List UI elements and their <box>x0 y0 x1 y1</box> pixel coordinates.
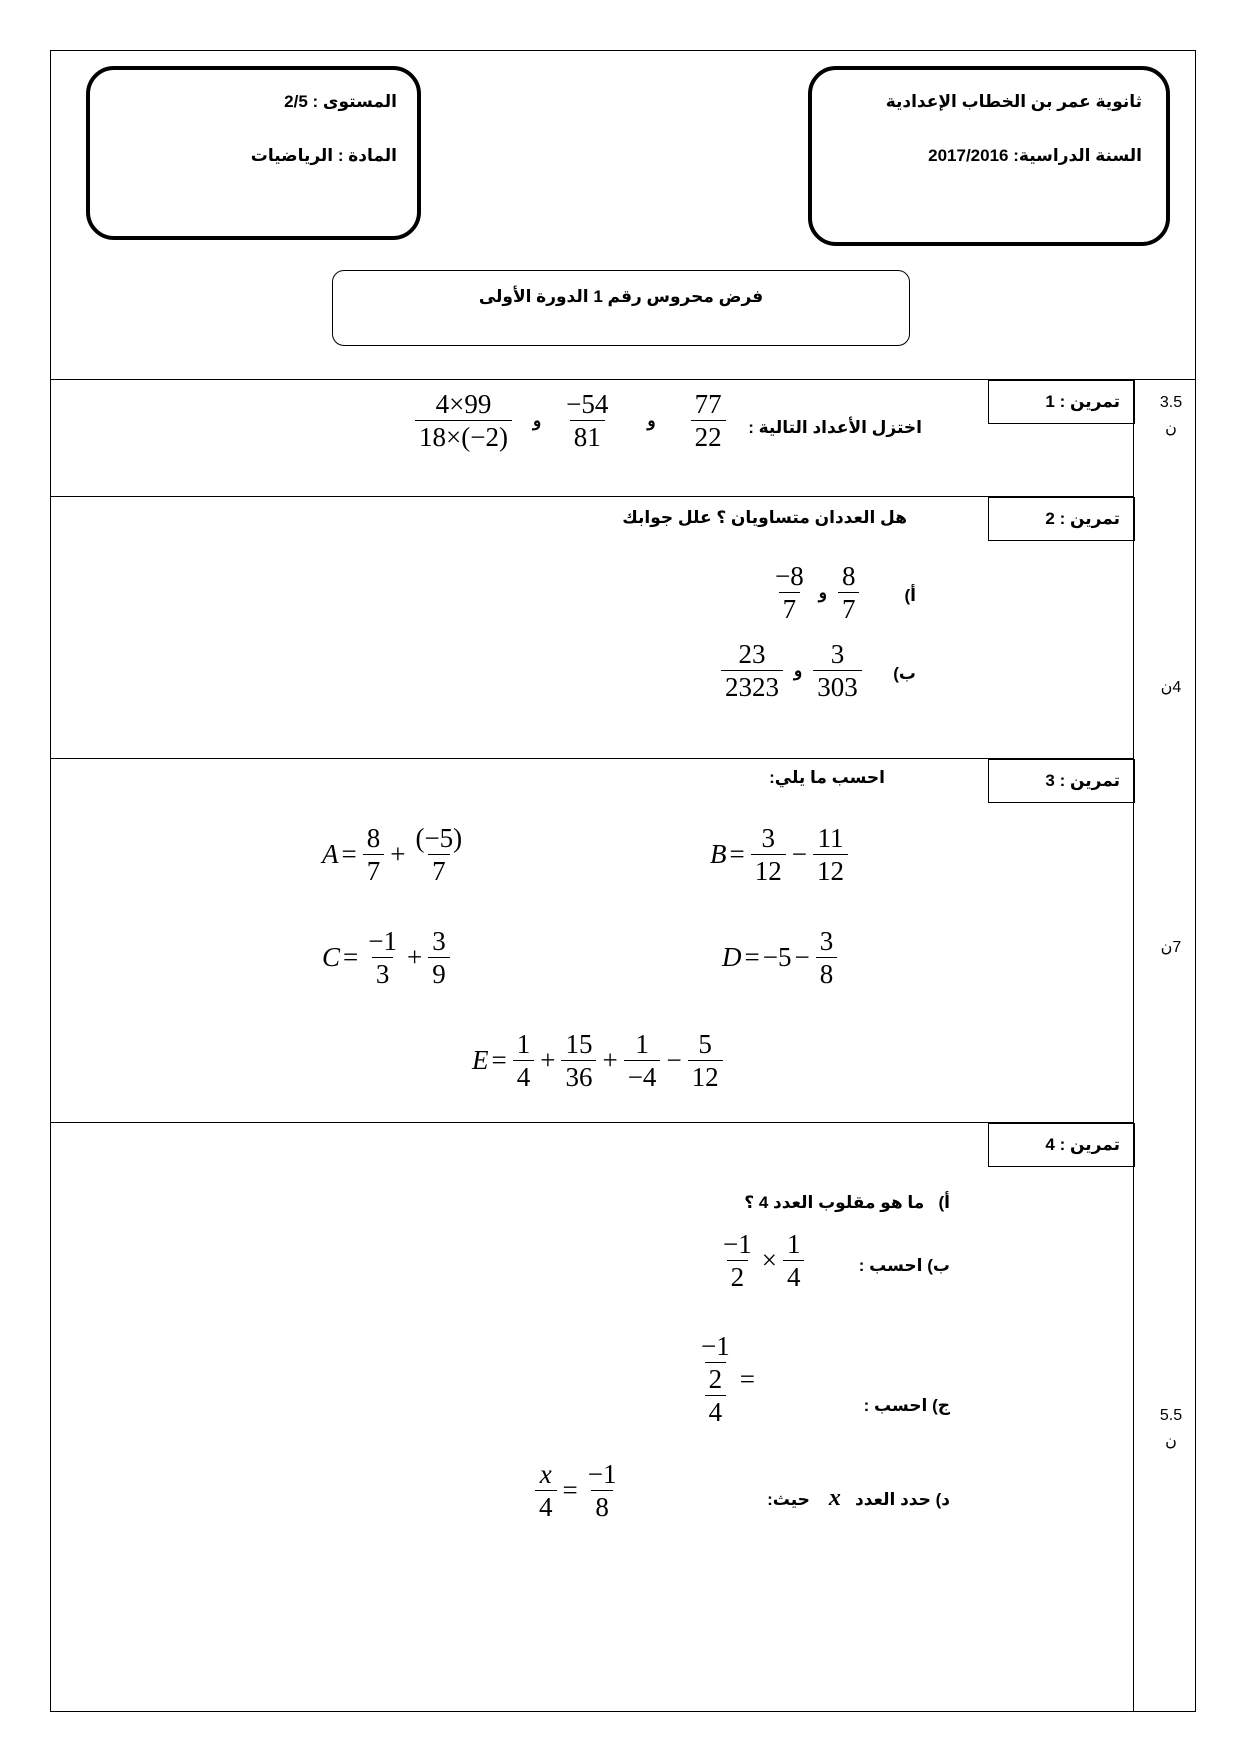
level-value: 2/5 <box>284 92 308 111</box>
item-a-label: أ) <box>904 586 916 605</box>
item-a: أ) ما هو مقلوب العدد 4 ؟ <box>744 1193 950 1212</box>
expression-e: E = $\frac{1}{4}$ + $\frac{15}{36}$ + $\frac{1}{-4}$ − $\frac{5}{12}$ <box>472 1028 726 1093</box>
year-line <box>928 146 1142 166</box>
exercise-1-fractions <box>412 388 722 453</box>
exercise-3-label: تمرين : 3 <box>988 759 1135 803</box>
exercise-2-instruction: هل العددان متساويان ؟ علل جوابك <box>622 508 907 527</box>
ex1-divider <box>50 496 1134 497</box>
exercise-2-points: 4ن <box>1160 679 1182 696</box>
fraction-minus54-over-81: $\frac{-54}{81}$ <box>566 389 609 452</box>
and-word: و <box>818 582 827 602</box>
fraction-4x99-over-18x-2: $\frac{4\times 99}{18\times(-2)}$ <box>415 388 512 453</box>
title-box <box>332 270 910 346</box>
exercise-1-instruction: اختزل الأعداد التالية : <box>748 418 922 437</box>
ex2-divider <box>50 758 1134 759</box>
fraction-minus8-over-7: $\frac{-8}{7}$ <box>775 561 804 624</box>
expression-a: A = $\frac{8}{7}$ + $\frac{(-5)}{7}$ <box>322 823 463 886</box>
level-label: المستوى : <box>312 92 397 111</box>
and-word: و <box>647 410 656 430</box>
subject-value: الرياضيات <box>250 146 334 165</box>
exercise-3-instruction: احسب ما يلي: <box>769 768 885 787</box>
school-name: ثانوية عمر بن الخطاب الإعدادية <box>885 92 1142 111</box>
item-d-equation: $\frac{x}{4}$ = $\frac{-1}{8}$ <box>532 1458 623 1523</box>
points-column-divider <box>1133 379 1134 1712</box>
item-b-fractions <box>718 638 865 703</box>
item-c-complex-fraction: $\frac{\frac{-1}{2}}{4}$ = <box>701 1331 755 1427</box>
exercise-1-points: 3.5 ن <box>1159 394 1183 437</box>
exam-title: فرض محروس رقم 1 الدورة الأولى <box>478 287 764 306</box>
exercise-3-points: 7ن <box>1160 939 1182 956</box>
item-c: ج) احسب : <box>863 1396 950 1415</box>
item-d: د) حدد العدد x حيث: <box>767 1485 950 1511</box>
and-word: و <box>532 410 542 430</box>
exercise-1-label: تمرين : 1 <box>988 380 1135 424</box>
subject-label: المادة : <box>337 146 397 165</box>
fraction-3-over-303: $\frac{3}{303}$ <box>813 638 862 703</box>
item-b-label: ب) <box>893 664 916 683</box>
item-a-fractions <box>768 560 862 625</box>
expression-c: C = $\frac{-1}{3}$ + $\frac{3}{9}$ <box>322 925 453 990</box>
level-line <box>284 92 397 112</box>
item-b: ب) احسب : <box>858 1256 950 1275</box>
item-b-product: $\frac{-1}{2}$ × $\frac{1}{4}$ <box>716 1228 807 1293</box>
ex3-divider <box>50 1122 1134 1123</box>
fraction-77-over-22: $\frac{77}{22}$ <box>691 388 726 453</box>
year-label: السنة الدراسية: <box>1013 146 1142 165</box>
expression-d: D = −5 − $\frac{3}{8}$ <box>722 925 840 990</box>
exercise-4-points: 5.5 ن <box>1159 1407 1183 1450</box>
exercise-2-label: تمرين : 2 <box>988 497 1135 541</box>
subject-line <box>251 146 397 166</box>
and-word: و <box>794 660 803 680</box>
expression-b: B = $\frac{3}{12}$ − $\frac{11}{12}$ <box>710 822 851 887</box>
exercise-4-label: تمرين : 4 <box>988 1123 1135 1167</box>
year-value: 2017/2016 <box>928 146 1009 165</box>
fraction-23-over-2323: $\frac{23}{2323}$ <box>721 638 783 703</box>
fraction-8-over-7: $\frac{8}{7}$ <box>838 560 860 625</box>
